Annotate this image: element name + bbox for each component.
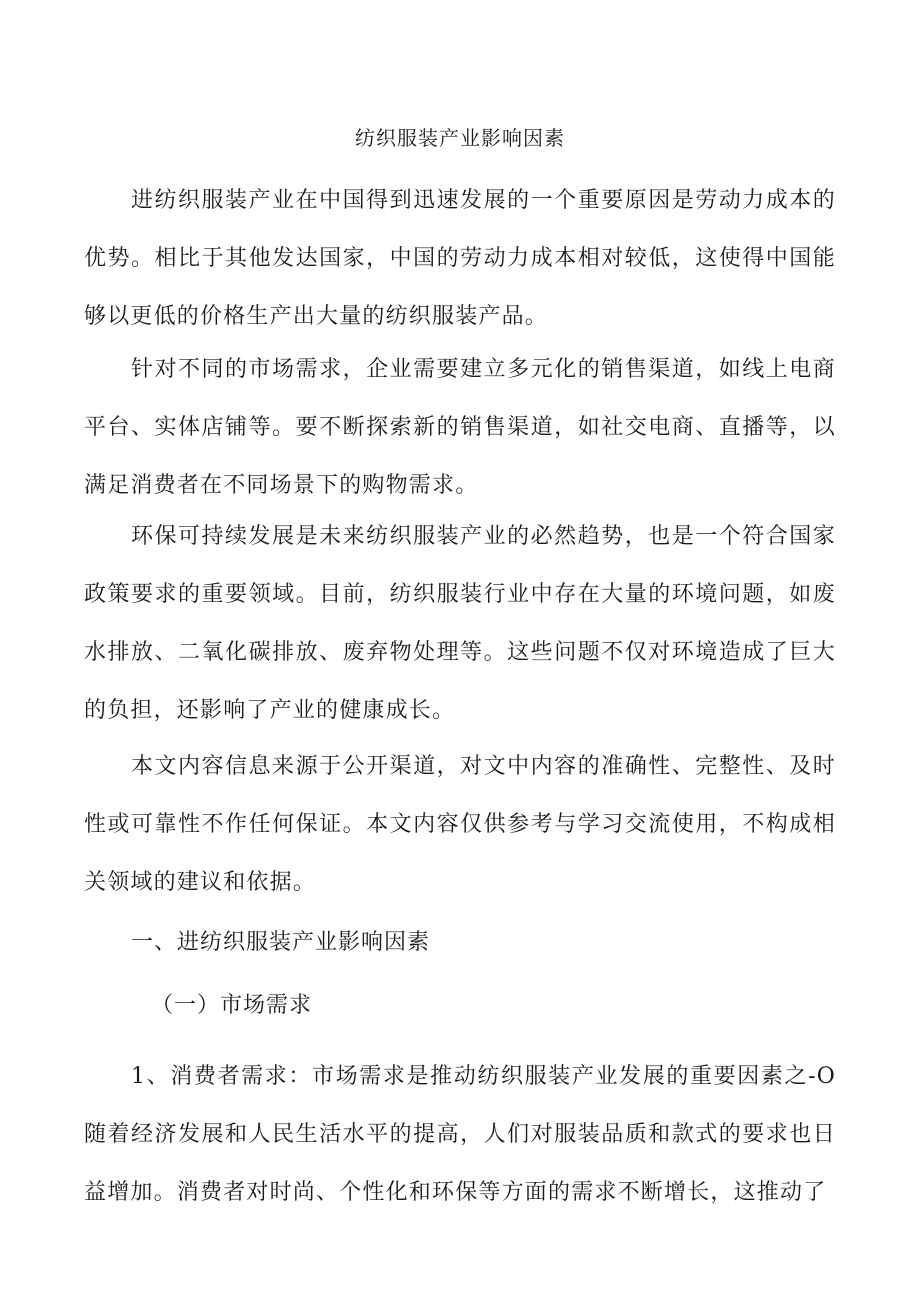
section-heading: 一、进纺织服装产业影响因素 <box>131 930 431 955</box>
paragraph-consumer-demand: 1、消费者需求：市场需求是推动纺织服装产业发展的重要因素之-O随着经济发展和人民生活水平的提高，人们对服装品质和款式的要求也日益增加。消费者对时尚、个性化和环保等方面的需求不断增长，这推动了 <box>84 1064 836 1205</box>
paragraph-disclaimer: 本文内容信息来源于公开渠道，对文中内容的准确性、完整性、及时性或可靠性不作任何保证。本文内容仅供参考与学习交流使用，不构成相关领域的建议和依据。 <box>84 754 836 895</box>
paragraph-sales-channels: 针对不同的市场需求，企业需要建立多元化的销售渠道，如线上电商平台、实体店铺等。要不断探索新的销售渠道，如社交电商、直播等，以满足消费者在不同场景下的购物需求。 <box>84 357 836 498</box>
subsection-heading: （一）市场需求 <box>151 993 313 1018</box>
paragraph-environmental: 环保可持续发展是未来纺织服装产业的必然趋势，也是一个符合国家政策要求的重要领域。目前，纺织服装行业中存在大量的环境问题，如废水排放、二氧化碳排放、废弃物处理等。这些问题不仅对环境造成了巨大的负担，还影响了产业的健康成长。 <box>84 524 836 723</box>
document-title: 纺织服装产业影响因素 <box>355 126 565 150</box>
paragraph-labor-cost: 进纺织服装产业在中国得到迅速发展的一个重要原因是劳动力成本的优势。相比于其他发达国家，中国的劳动力成本相对较低，这使得中国能够以更低的价格生产出大量的纺织服装产品。 <box>84 188 836 329</box>
